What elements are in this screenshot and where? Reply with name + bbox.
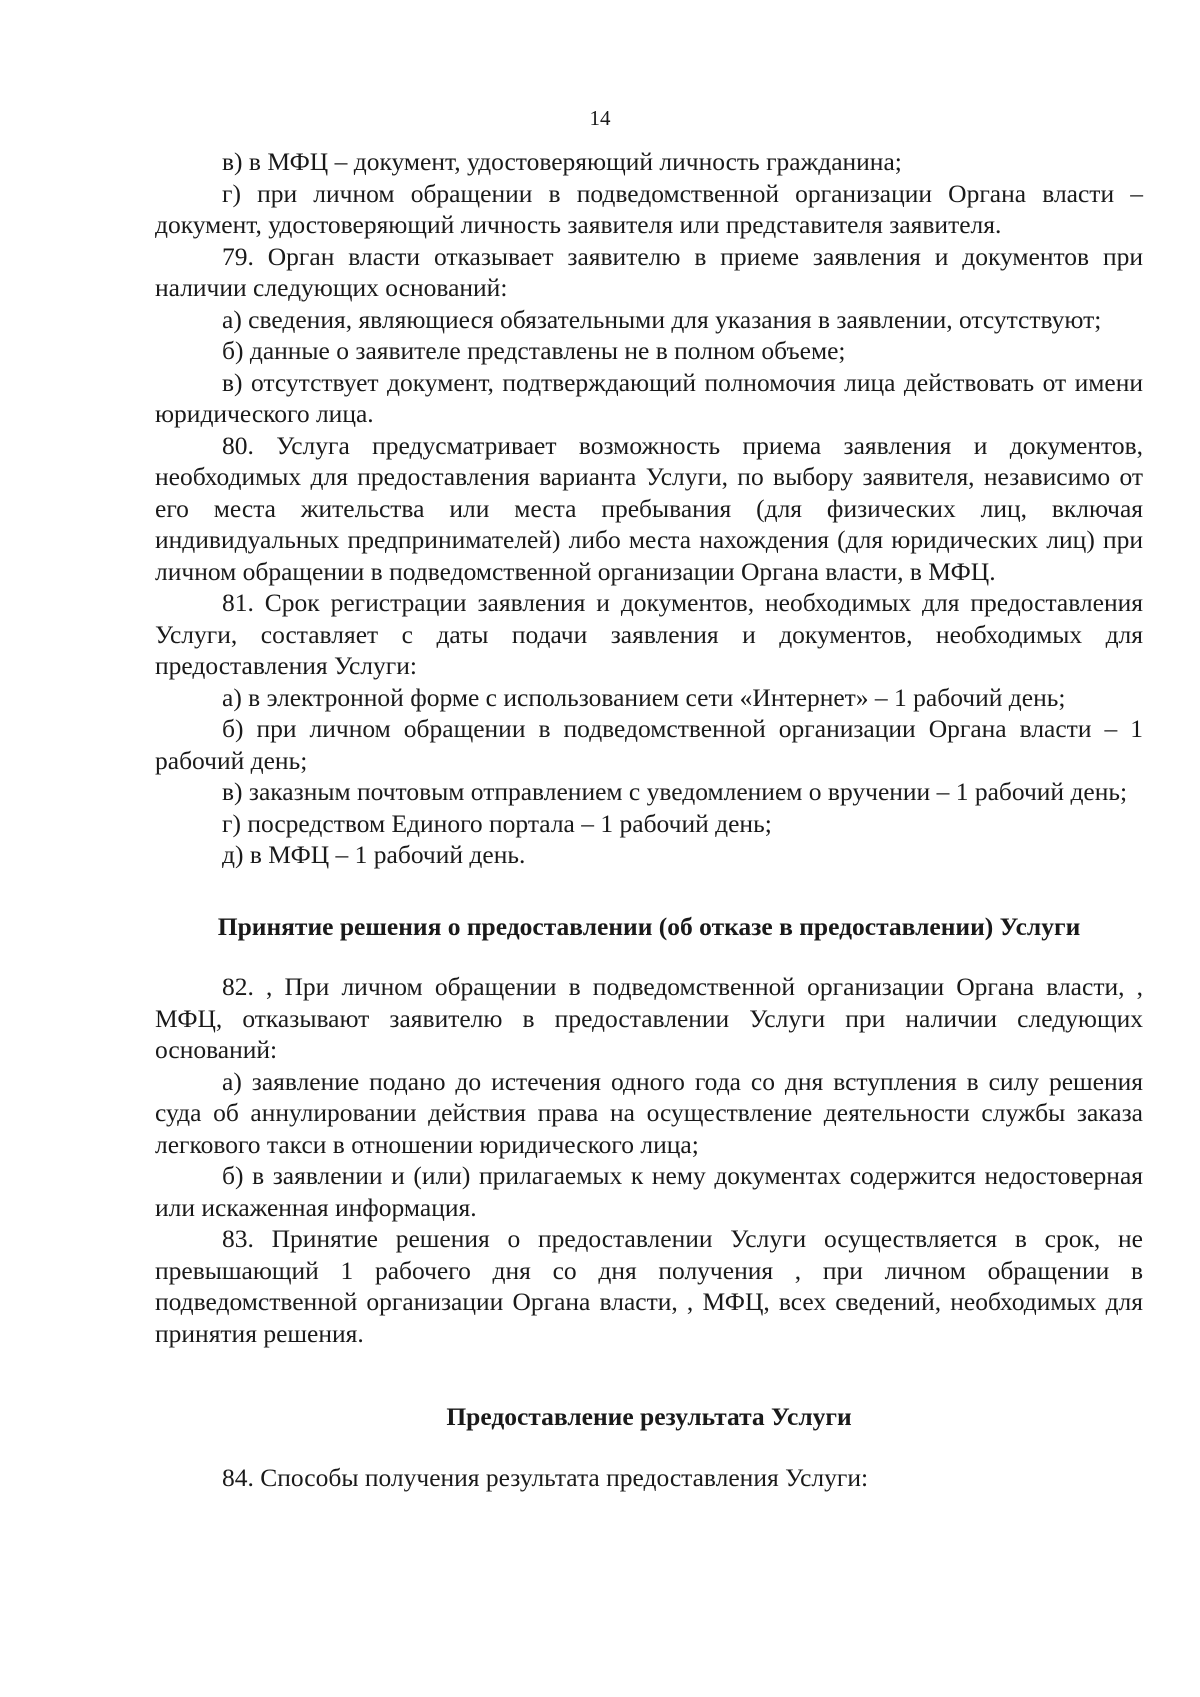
paragraph: 84. Способы получения результата предоставления Услуги: (222, 1462, 869, 1492)
paragraph: б) при личном обращении в подведомственной организации Органа власти – 1 рабочий день; (155, 714, 1143, 775)
paragraph: 81. Срок регистрации заявления и документов, необходимых для предоставления Услуги, составляет с даты подачи заявления и документов, необходимых для предоставления Услуги: (155, 588, 1143, 680)
paragraph: а) в электронной форме с использованием сети «Интернет» – 1 рабочий день; (222, 682, 1066, 712)
paragraph: г) посредством Единого портала – 1 рабочий день; (222, 808, 772, 838)
paragraph: 80. Услуга предусматривает возможность приема заявления и документов, необходимых для предоставления варианта Услуги, по выбору заявителя, независимо от его места жительства или места пребывания (для физических лиц, включая индивидуальных предпринимателей) либо места нахождения (для юридических лиц) при личном обращении в подведомственной организации Органа власти, в МФЦ. (155, 430, 1143, 586)
paragraph: г) при личном обращении в подведомственной организации Органа власти – документ, удостоверяющий личность заявителя или представителя заявителя. (155, 178, 1143, 239)
document-body (155, 146, 1143, 1493)
paragraph: в) отсутствует документ, подтверждающий полномочия лица действовать от имени юридического лица. (155, 367, 1143, 428)
paragraph: в) в МФЦ – документ, удостоверяющий личность гражданина; (222, 147, 902, 176)
section-heading-result: Предоставление результата Услуги (446, 1402, 852, 1431)
paragraph: в) заказным почтовым отправлением с уведомлением о вручении – 1 рабочий день; (222, 777, 1128, 806)
paragraph: а) заявление подано до истечения одного года со дня вступления в силу решения суда об аннулировании действия права на осуществление деятельности службы заказа легкового такси в отношении юридического лица; (155, 1066, 1143, 1159)
paragraph: 82. , При личном обращении в подведомственной организации Органа власти, , МФЦ, отказывают заявителю в предоставлении Услуги при наличии следующих оснований: (155, 972, 1143, 1064)
paragraph: б) в заявлении и (или) прилагаемых к нему документах содержится недостоверная или искаженная информация. (155, 1161, 1143, 1222)
section-result (155, 1462, 1143, 1494)
paragraph: 79. Орган власти отказывает заявителю в приеме заявления и документов при наличии следующих оснований: (155, 241, 1143, 302)
paragraph: 83. Принятие решения о предоставлении Услуги осуществляется в срок, не превышающий 1 рабочего дня со дня получения , при личном обращении в подведомственной организации Органа власти, , МФЦ, всех сведений, необходимых для принятия решения. (155, 1224, 1143, 1348)
section-before (155, 146, 1143, 871)
paragraph: д) в МФЦ – 1 рабочий день. (222, 840, 526, 869)
section-heading-decision: Принятие решения о предоставлении (об отказе в предоставлении) Услуги (217, 911, 1081, 941)
section-decision (155, 971, 1143, 1349)
paragraph: а) сведения, являющиеся обязательными для указания в заявлении, отсутствуют; (222, 304, 1102, 334)
paragraph: б) данные о заявителе представлены не в полном объеме; (222, 336, 846, 365)
page-number: 14 (589, 106, 611, 130)
